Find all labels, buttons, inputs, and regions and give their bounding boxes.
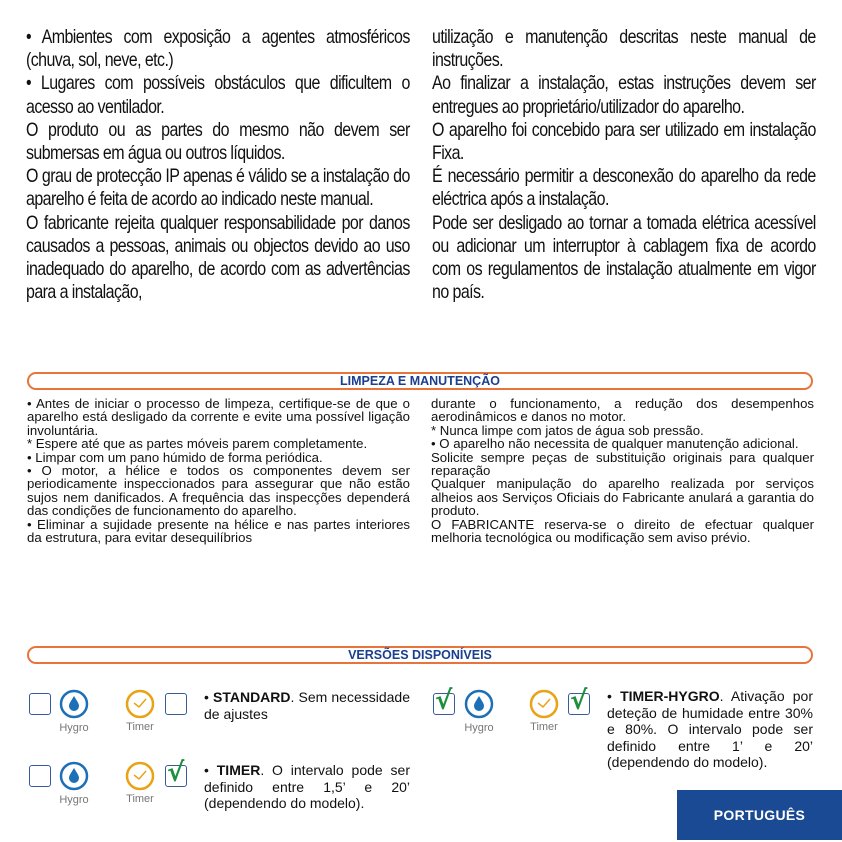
timer-checkbox-checked [568, 686, 590, 716]
section-title-limpeza: LIMPEZA E MANUTENÇÃO [27, 372, 813, 390]
paragraph: * Espere até que as partes móveis parem completamente. [27, 436, 368, 452]
version-desc: . Ativação por deteção de humidade entre 30% e 80%. O intervalo pode ser definido entre 1’ e 20’ (dependendo do modelo). [607, 688, 813, 770]
version-name: STANDARD [213, 689, 291, 705]
hygro-icon [59, 689, 89, 719]
paragraph: * Nunca limpe com jatos de água sob pressão. [431, 422, 704, 438]
limpeza-right-column [431, 397, 814, 544]
limpeza-left-column [27, 397, 410, 544]
paragraph: • Antes de iniciar o processo de limpeza, certifique-se de que o aparelho está desligado da corrente e evite uma possível ligação involuntária. [27, 396, 410, 438]
timer-icon [125, 761, 155, 791]
paragraph: • O motor, a hélice e todos os componentes devem ser periodicamente inspeccionados para assegurar que não estão sujos nem danificados. A frequência das inspecções dependerá das condições de funcionamento do aparelho. [27, 463, 410, 519]
version-desc: . O intervalo pode ser definido entre 1,5’ e 20’ (dependendo do modelo). [204, 762, 410, 811]
timer-checkbox-checked [165, 758, 187, 788]
timer-label: Timer [126, 721, 154, 733]
paragraph: O aparelho foi concebido para ser utilizado em instalação Fixa. [432, 118, 816, 165]
timer-icon [529, 689, 559, 719]
version-standard-text: • STANDARD. Sem necessidade de ajustes [204, 689, 410, 722]
check-icon: √ [570, 686, 588, 716]
hygro-checkbox-checked [433, 686, 455, 716]
paragraph: Ao finalizar a instalação, estas instruções devem ser entregues ao proprietário/utilizador do aparelho. [432, 72, 816, 118]
hygro-icon [59, 761, 89, 791]
language-tab: PORTUGUÊS [677, 790, 842, 840]
version-name: TIMER-HYGRO [620, 688, 720, 704]
timer-label: Timer [126, 793, 154, 805]
version-timer-hygro-text: • TIMER-HYGRO. Ativação por deteção de humidade entre 30% e 80%. O intervalo pode ser definido entre 1’ e 20’ (dependendo do modelo). [607, 688, 813, 770]
paragraph: Solicite sempre peças de substituição originais para qualquer reparação [431, 449, 814, 479]
hygro-label: Hygro [464, 722, 494, 734]
hygro-icon [464, 689, 494, 719]
paragraph: O grau de protecção IP apenas é válido se a instalação do aparelho é feita de acordo ao indicado neste manual. [26, 165, 410, 211]
timer-checkbox [165, 693, 187, 715]
version-timer-text: • TIMER. O intervalo pode ser definido entre 1,5’ e 20’ (dependendo do modelo). [204, 762, 410, 811]
check-icon: √ [167, 758, 185, 788]
hygro-checkbox [29, 765, 51, 787]
paragraph: O fabricante rejeita qualquer responsabilidade por danos causados a pessoas, animais ou objectos devido ao uso inadequado do aparelho, de acordo com as advertências para a instalação, [26, 211, 410, 304]
timer-label: Timer [530, 721, 558, 733]
paragraph: O FABRICANTE reserva-se o direito de efectuar qualquer melhoria tecnológica ou modificação sem aviso prévio. [431, 516, 814, 546]
paragraph: • O aparelho não necessita de qualquer manutenção adicional. [431, 436, 799, 452]
version-desc: . Sem necessidade de ajustes [204, 689, 410, 722]
hygro-label: Hygro [59, 722, 89, 734]
intro-right-column [432, 26, 816, 304]
intro-left-column [26, 26, 410, 304]
paragraph: • Limpar com um pano húmido de forma periódica. [27, 449, 323, 465]
hygro-label: Hygro [59, 794, 89, 806]
paragraph: • Lugares com possíveis obstáculos que dificultem o acesso ao ventilador. [26, 72, 410, 118]
paragraph: O produto ou as partes do mesmo não devem ser submersas em água ou outros líquidos. [26, 118, 410, 165]
paragraph: • Ambientes com exposição a agentes atmosféricos (chuva, sol, neve, etc.) [26, 26, 410, 72]
timer-icon [125, 689, 155, 719]
paragraph: Pode ser desligado ao tornar a tomada elétrica acessível ou adicionar um interruptor à cablagem fixa de acordo com os regulamentos de instalação atualmente em vigor no país. [432, 211, 816, 304]
version-name: TIMER [216, 762, 261, 778]
hygro-checkbox [29, 693, 51, 715]
paragraph: utilização e manutenção descritas neste manual de instruções. [432, 26, 816, 72]
paragraph: • Eliminar a sujidade presente na hélice e nas partes interiores da estrutura, para evitar desequilíbrios [27, 516, 410, 546]
section-title-versoes: VERSÕES DISPONÍVEIS [27, 646, 813, 664]
check-icon: √ [435, 686, 453, 716]
paragraph: Qualquer manipulação do aparelho realizada por serviços alheios aos Serviços Oficiais do Fabricante anulará a garantia do produto. [431, 476, 814, 519]
paragraph: É necessário permitir a desconexão do aparelho da rede eléctrica após a instalação. [432, 165, 816, 211]
paragraph: durante o funcionamento, a redução dos desempenhos aerodinâmicos e danos no motor. [431, 396, 814, 425]
